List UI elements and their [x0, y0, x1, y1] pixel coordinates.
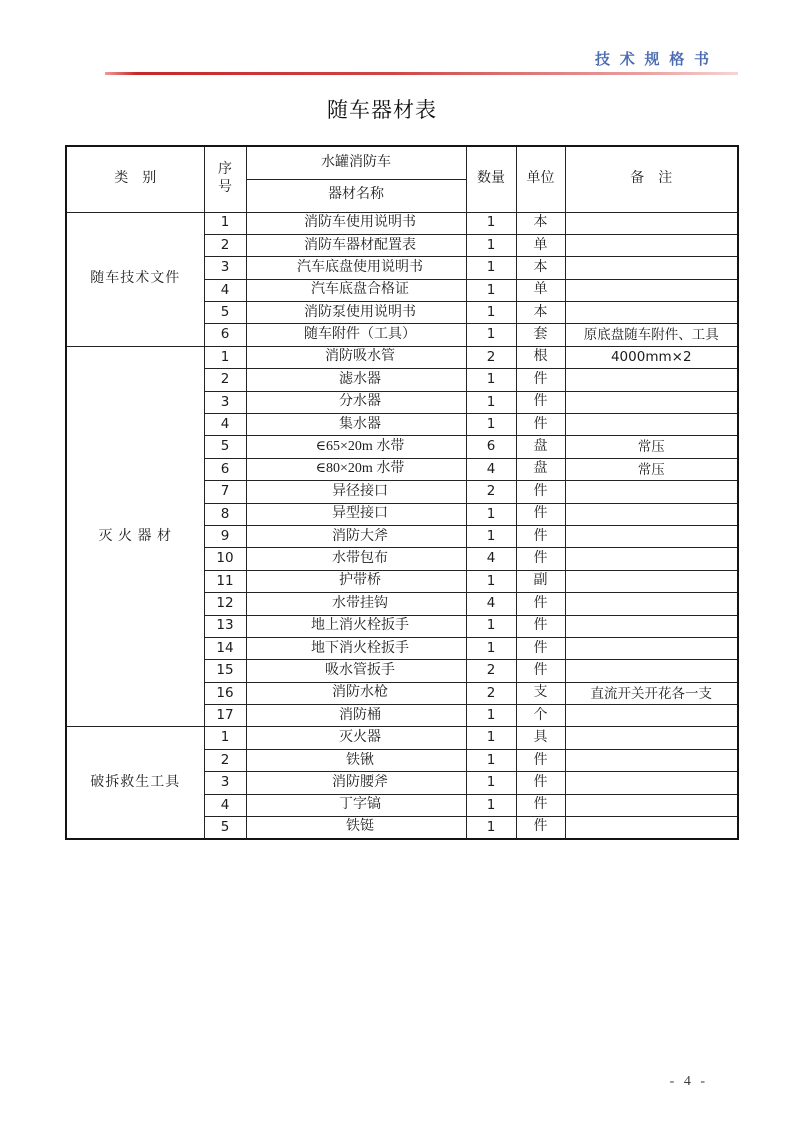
- remark-cell: 原底盘随车附件、工具: [565, 324, 738, 346]
- quantity-cell: 1: [466, 212, 516, 234]
- remark-cell: [565, 481, 738, 503]
- column-header-remarks: 备 注: [565, 146, 738, 212]
- column-header-quantity: 数量: [466, 146, 516, 212]
- equipment-name-cell: 铁锹: [246, 749, 466, 771]
- unit-cell: 单: [516, 234, 565, 256]
- unit-cell: 件: [516, 615, 565, 637]
- equipment-table: [65, 145, 739, 840]
- serial-cell: 5: [204, 436, 246, 458]
- unit-cell: 件: [516, 414, 565, 436]
- remark-cell: [565, 705, 738, 727]
- serial-cell: 3: [204, 772, 246, 794]
- page-header-title: 技 术 规 格 书: [594, 52, 712, 68]
- equipment-name-cell: 水带包布: [246, 548, 466, 570]
- serial-cell: 13: [204, 615, 246, 637]
- equipment-name-cell: 丁字镐: [246, 794, 466, 816]
- table-row: [66, 346, 738, 368]
- remark-cell: [565, 749, 738, 771]
- table-row: [66, 727, 738, 749]
- unit-cell: 支: [516, 682, 565, 704]
- serial-cell: 11: [204, 570, 246, 592]
- equipment-name-cell: 灭火器: [246, 727, 466, 749]
- serial-cell: 14: [204, 637, 246, 659]
- quantity-cell: 1: [466, 749, 516, 771]
- equipment-name-cell: 消防车使用说明书: [246, 212, 466, 234]
- remark-cell: 4000mm×2: [565, 346, 738, 368]
- serial-cell: 17: [204, 705, 246, 727]
- quantity-cell: 4: [466, 548, 516, 570]
- serial-cell: 1: [204, 212, 246, 234]
- unit-cell: 件: [516, 548, 565, 570]
- unit-cell: 件: [516, 369, 565, 391]
- serial-cell: 2: [204, 749, 246, 771]
- remark-cell: [565, 503, 738, 525]
- equipment-name-cell: 地下消火栓扳手: [246, 637, 466, 659]
- quantity-cell: 1: [466, 503, 516, 525]
- unit-cell: 单: [516, 279, 565, 301]
- column-header-truck-type: 水罐消防车: [246, 146, 466, 179]
- equipment-name-cell: 汽车底盘合格证: [246, 279, 466, 301]
- equipment-name-cell: 吸水管扳手: [246, 660, 466, 682]
- unit-cell: 盘: [516, 436, 565, 458]
- equipment-name-cell: 消防吸水管: [246, 346, 466, 368]
- page-title: 随车器材表: [327, 98, 437, 122]
- serial-cell: 2: [204, 369, 246, 391]
- serial-cell: 9: [204, 525, 246, 547]
- unit-cell: 根: [516, 346, 565, 368]
- quantity-cell: 1: [466, 794, 516, 816]
- quantity-cell: 1: [466, 324, 516, 346]
- equipment-name-cell: ∈80×20m 水带: [246, 458, 466, 480]
- serial-cell: 1: [204, 346, 246, 368]
- quantity-cell: 1: [466, 302, 516, 324]
- unit-cell: 盘: [516, 458, 565, 480]
- unit-cell: 个: [516, 705, 565, 727]
- quantity-cell: 1: [466, 705, 516, 727]
- remark-cell: [565, 817, 738, 839]
- remark-cell: [565, 548, 738, 570]
- page-number: - 4 -: [669, 1074, 708, 1089]
- remark-cell: [565, 279, 738, 301]
- quantity-cell: 1: [466, 525, 516, 547]
- quantity-cell: 6: [466, 436, 516, 458]
- remark-cell: 直流开关开花各一支: [565, 682, 738, 704]
- remark-cell: [565, 234, 738, 256]
- equipment-table-header: [66, 146, 738, 212]
- equipment-name-cell: 异型接口: [246, 503, 466, 525]
- remark-cell: [565, 615, 738, 637]
- equipment-name-cell: 集水器: [246, 414, 466, 436]
- serial-cell: 4: [204, 279, 246, 301]
- column-header-equipment-name: 器材名称: [246, 179, 466, 212]
- category-cell: 破拆救生工具: [66, 727, 204, 839]
- remark-cell: [565, 794, 738, 816]
- quantity-cell: 2: [466, 346, 516, 368]
- category-cell: 随车技术文件: [66, 212, 204, 346]
- remark-cell: [565, 593, 738, 615]
- unit-cell: 本: [516, 212, 565, 234]
- equipment-name-cell: 分水器: [246, 391, 466, 413]
- remark-cell: 常压: [565, 436, 738, 458]
- remark-cell: [565, 727, 738, 749]
- quantity-cell: 2: [466, 682, 516, 704]
- equipment-name-cell: 消防腰斧: [246, 772, 466, 794]
- remark-cell: [565, 525, 738, 547]
- quantity-cell: 1: [466, 257, 516, 279]
- equipment-name-cell: 随车附件（工具）: [246, 324, 466, 346]
- remark-cell: 常压: [565, 458, 738, 480]
- quantity-cell: 1: [466, 234, 516, 256]
- serial-cell: 6: [204, 324, 246, 346]
- unit-cell: 本: [516, 257, 565, 279]
- remark-cell: [565, 772, 738, 794]
- equipment-name-cell: 水带挂钩: [246, 593, 466, 615]
- serial-cell: 6: [204, 458, 246, 480]
- equipment-name-cell: 消防桶: [246, 705, 466, 727]
- serial-cell: 3: [204, 257, 246, 279]
- serial-cell: 5: [204, 302, 246, 324]
- equipment-name-cell: 消防大斧: [246, 525, 466, 547]
- unit-cell: 套: [516, 324, 565, 346]
- column-header-unit: 单位: [516, 146, 565, 212]
- equipment-name-cell: 异径接口: [246, 481, 466, 503]
- serial-cell: 1: [204, 727, 246, 749]
- remark-cell: [565, 414, 738, 436]
- equipment-name-cell: 滤水器: [246, 369, 466, 391]
- column-header-category: 类 别: [66, 146, 204, 212]
- quantity-cell: 2: [466, 481, 516, 503]
- equipment-name-cell: 汽车底盘使用说明书: [246, 257, 466, 279]
- quantity-cell: 1: [466, 772, 516, 794]
- quantity-cell: 1: [466, 727, 516, 749]
- equipment-name-cell: 消防水枪: [246, 682, 466, 704]
- category-cell: 灭 火 器 材: [66, 346, 204, 727]
- remark-cell: [565, 637, 738, 659]
- column-header-serial-line1: 序: [218, 162, 232, 178]
- unit-cell: 件: [516, 503, 565, 525]
- column-header-serial: [204, 146, 246, 212]
- serial-cell: 16: [204, 682, 246, 704]
- quantity-cell: 1: [466, 279, 516, 301]
- quantity-cell: 4: [466, 593, 516, 615]
- equipment-name-cell: 消防车器材配置表: [246, 234, 466, 256]
- quantity-cell: 1: [466, 369, 516, 391]
- serial-cell: 12: [204, 593, 246, 615]
- equipment-table-body: [66, 212, 738, 839]
- quantity-cell: 1: [466, 637, 516, 659]
- unit-cell: 副: [516, 570, 565, 592]
- remark-cell: [565, 302, 738, 324]
- serial-cell: 2: [204, 234, 246, 256]
- unit-cell: 件: [516, 817, 565, 839]
- remark-cell: [565, 212, 738, 234]
- serial-cell: 8: [204, 503, 246, 525]
- quantity-cell: 4: [466, 458, 516, 480]
- equipment-name-cell: 铁铤: [246, 817, 466, 839]
- quantity-cell: 2: [466, 660, 516, 682]
- header-divider-line: [105, 72, 738, 75]
- serial-cell: 10: [204, 548, 246, 570]
- unit-cell: 件: [516, 660, 565, 682]
- quantity-cell: 1: [466, 414, 516, 436]
- unit-cell: 具: [516, 727, 565, 749]
- unit-cell: 件: [516, 391, 565, 413]
- unit-cell: 件: [516, 772, 565, 794]
- remark-cell: [565, 570, 738, 592]
- quantity-cell: 1: [466, 817, 516, 839]
- quantity-cell: 1: [466, 391, 516, 413]
- remark-cell: [565, 369, 738, 391]
- unit-cell: 件: [516, 593, 565, 615]
- serial-cell: 3: [204, 391, 246, 413]
- quantity-cell: 1: [466, 570, 516, 592]
- unit-cell: 件: [516, 525, 565, 547]
- unit-cell: 件: [516, 794, 565, 816]
- serial-cell: 4: [204, 414, 246, 436]
- serial-cell: 4: [204, 794, 246, 816]
- remark-cell: [565, 391, 738, 413]
- remark-cell: [565, 257, 738, 279]
- unit-cell: 件: [516, 481, 565, 503]
- unit-cell: 本: [516, 302, 565, 324]
- unit-cell: 件: [516, 749, 565, 771]
- column-header-serial-line2: 号: [218, 180, 232, 196]
- serial-cell: 7: [204, 481, 246, 503]
- serial-cell: 5: [204, 817, 246, 839]
- equipment-name-cell: ∈65×20m 水带: [246, 436, 466, 458]
- quantity-cell: 1: [466, 615, 516, 637]
- equipment-name-cell: 消防泵使用说明书: [246, 302, 466, 324]
- equipment-name-cell: 护带桥: [246, 570, 466, 592]
- serial-cell: 15: [204, 660, 246, 682]
- table-row: [66, 212, 738, 234]
- remark-cell: [565, 660, 738, 682]
- unit-cell: 件: [516, 637, 565, 659]
- equipment-name-cell: 地上消火栓扳手: [246, 615, 466, 637]
